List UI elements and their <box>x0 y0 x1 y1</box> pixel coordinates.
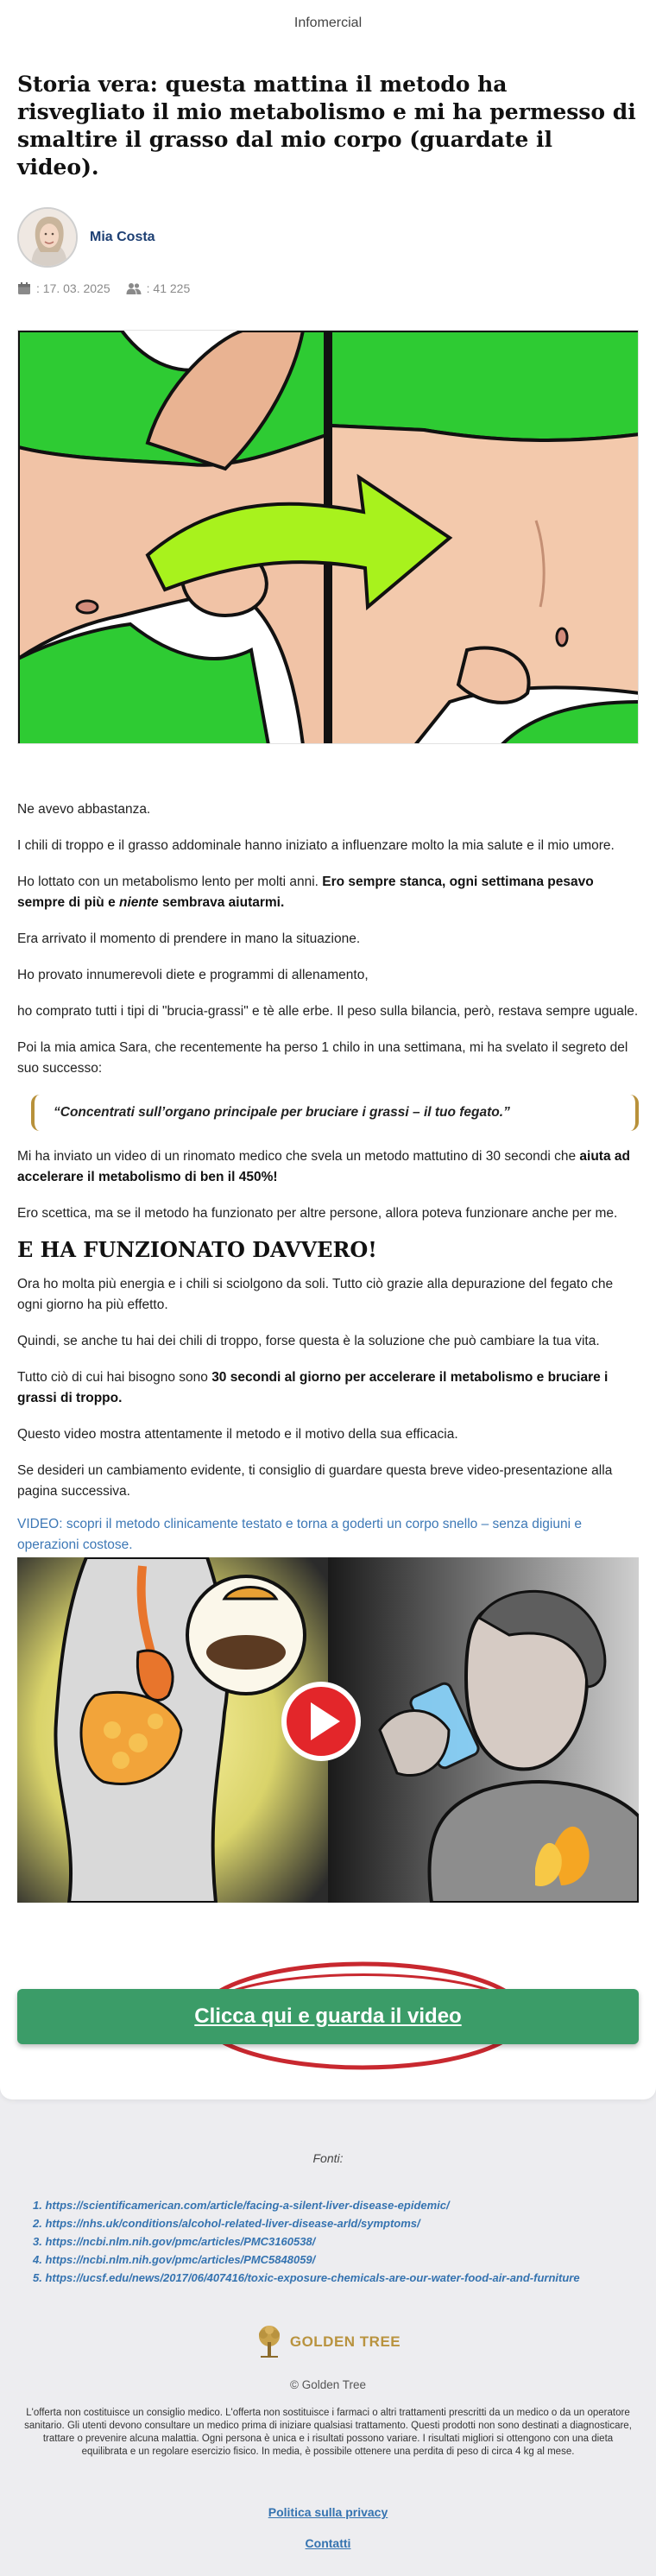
paragraph: Quindi, se anche tu hai dei chili di troppo, forse questa è la soluzione che può cambiare la tua vita. <box>17 1334 600 1348</box>
paragraph: Questo video mostra attentamente il metodo e il motivo della sua efficacia. <box>17 1427 458 1442</box>
paragraph: Mi ha inviato un video di un rinomato medico che svela un metodo mattutino di 30 secondi che aiuta ad accelerare il metabolismo di ben il 450%! <box>17 1149 630 1184</box>
paragraph: Poi la mia amica Sara, che recentemente ha perso 1 chilo in una settimana, mi ha svelato il segreto del suo successo: <box>17 1040 628 1076</box>
paragraph: Ora ho molta più energia e i chili si sciolgono da soli. Tutto ciò grazie alla depurazione del fegato che ogni giorno ha più effetto. <box>17 1277 614 1312</box>
copyright: © Golden Tree <box>290 2378 366 2391</box>
hero-image <box>17 330 639 744</box>
video-thumbnail[interactable] <box>17 1557 639 1903</box>
paragraph: Ne avevo abbastanza. <box>17 802 151 817</box>
quote-box: “Concentrati sull’organo principale per bruciare i grassi – il tuo fegato.” <box>31 1095 639 1131</box>
paragraph: Ho provato innumerevoli diete e programmi di allenamento, <box>17 968 369 982</box>
contacts-link[interactable]: Contatti <box>305 2536 351 2550</box>
video-link[interactable]: VIDEO: scopri il metodo clinicamente testato e torna a goderti un corpo snello – senza digiuni e operazioni costose. <box>17 1517 582 1552</box>
watch-video-button[interactable]: Clicca qui e guarda il video <box>17 1989 639 2044</box>
infomercial-label: Infomercial <box>293 16 363 30</box>
paragraph: Era arrivato il momento di prendere in mano la situazione. <box>17 931 361 946</box>
source-item[interactable]: 5. https://ucsf.edu/news/2017/06/407416/toxic-exposure-chemicals-are-our-water-food-air-and-furniture <box>33 2271 580 2284</box>
view-count: : 41 225 <box>146 281 191 295</box>
paragraph: Ho lottato con un metabolismo lento per molti anni. Ero sempre stanca, ogni settimana pesavo sempre di più e niente sembrava aiutarmi. <box>17 874 594 910</box>
footer <box>0 2099 656 2576</box>
disclaimer: L'offerta non costituisce un consiglio medico. L'offerta non sostituisce i farmaci o altri trattamenti prescritti da un medico o da un operatore sanitario. Gli utenti devono consultare un medico prima di iniziare qualsiasi trattamento. Questi prodotti non sono destinati a diagnosticare, trattare o prevenire alcuna malattia. Ogni persona è unica e i risultati possono variare. I risultati migliori si ottengono con una dieta equilibrata e un regolare esercizio fisico. In media, è possibile ottenere una perdita di peso di circa 4 kg al mese. <box>24 2408 632 2457</box>
source-item[interactable]: 3. https://ncbi.nlm.nih.gov/pmc/articles/PMC3160538/ <box>33 2235 316 2248</box>
source-item[interactable]: 4. https://ncbi.nlm.nih.gov/pmc/articles/PMC5848059/ <box>33 2253 316 2266</box>
paragraph: ho comprato tutti i tipi di "brucia-grassi" e tè alle erbe. Il peso sulla bilancia, però, restava sempre uguale. <box>17 1004 639 1019</box>
section-heading: E HA FUNZIONATO DAVVERO! <box>17 1237 377 1262</box>
calendar-icon <box>17 281 31 295</box>
brand-name: GOLDEN TREE <box>289 2333 401 2350</box>
sources-title: Fonti: <box>312 2151 344 2165</box>
cta-wrapper <box>17 1989 639 2048</box>
page-title: Storia vera: questa mattina il metodo ha risvegliato il mio metabolismo e mi ha permesso di smaltire il grasso dal mio corpo (guardate il video). <box>17 72 636 180</box>
source-item[interactable]: 2. https://nhs.uk/conditions/alcohol-related-liver-disease-arld/symptoms/ <box>33 2217 420 2230</box>
tree-icon <box>255 2325 283 2359</box>
author-name[interactable]: Mia Costa <box>90 230 155 244</box>
paragraph: Tutto ciò di cui hai bisogno sono 30 secondi al giorno per accelerare il metabolismo e bruciare i grassi di troppo. <box>17 1370 609 1405</box>
paragraph: Se desideri un cambiamento evidente, ti consiglio di guardare questa breve video-presentazione alla pagina successiva. <box>17 1463 613 1499</box>
users-icon <box>126 281 142 295</box>
author-row <box>17 207 639 268</box>
paragraph: I chili di troppo e il grasso addominale hanno iniziato a influenzare molto la mia salute e il mio umore. <box>17 838 615 853</box>
publish-date: : 17. 03. 2025 <box>36 281 110 295</box>
brand-logo <box>24 2325 632 2359</box>
source-item[interactable]: 1. https://scientificamerican.com/article/facing-a-silent-liver-disease-epidemic/ <box>33 2199 450 2212</box>
article-body <box>17 799 639 1556</box>
privacy-link[interactable]: Politica sulla privacy <box>268 2505 388 2519</box>
paragraph: Ero scettica, ma se il metodo ha funzionato per altre persone, allora poteva funzionare anche per me. <box>17 1206 618 1221</box>
avatar <box>17 207 78 268</box>
article-meta <box>17 281 639 295</box>
sources-list <box>24 2196 632 2287</box>
